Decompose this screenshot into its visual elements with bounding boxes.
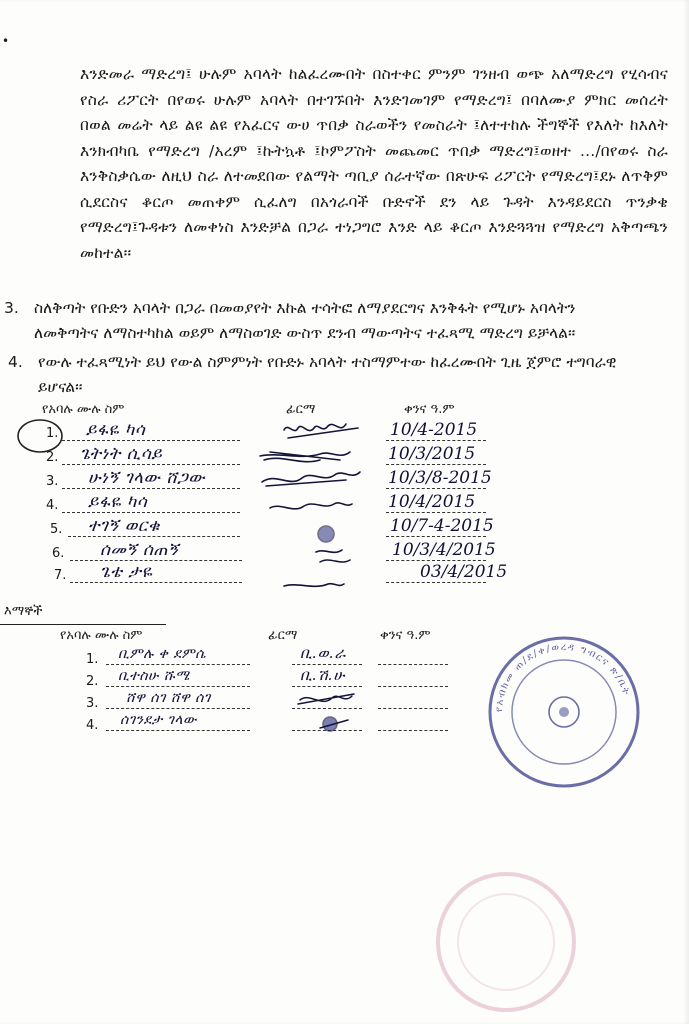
date-column-header: ቀንና ዓ.ም (404, 402, 455, 417)
name-line (106, 664, 250, 665)
member-date: 10/4/2015 (388, 492, 476, 512)
date-line (386, 536, 486, 537)
witness-name: ሸዋ ሰገ ሸዋ ሰገ (126, 690, 211, 706)
member-name: ጌትነት ሲሳይ (80, 444, 163, 464)
date-line (386, 512, 486, 513)
margin-mark: • (2, 34, 10, 48)
row-number: 7. (54, 568, 67, 583)
name-column-header: የአባሉ ሙሉ ስም (42, 402, 125, 417)
member-name: ይፋዬ ካሳ (86, 420, 146, 440)
name-line (62, 488, 240, 489)
row-number: 3. (86, 696, 99, 711)
name-line (70, 560, 242, 561)
row-number: 4. (86, 718, 99, 733)
name-column-header: የአባሉ ሙሉ ስም (60, 628, 143, 643)
name-line (62, 440, 240, 441)
row-number: 2. (86, 674, 99, 689)
member-date: 10/4-2015 (390, 420, 478, 440)
date-line (386, 464, 486, 465)
signature-line (292, 664, 362, 665)
agreement-paragraph: እንድመራ ማድረግ፤ ሁሉም አባላት ከልፈረሙበት በስተቀር ምንም ገንዘብ ወጭ አለማድረግ የሂሳብና የስራ ሪፖርት በየወሩ ሁሉም አባላት በተገኙበት እንድገመገም የማድረግ፤ በባለሙያ ምክር መሰረት በወል መሬት ላይ ልዩ ልዩ የአፈርና ውሀ ጥበቃ ስራወችን የመስራት ፤ለተተከሉ ችግኞች የእለት ከእለት እንክብካቤ የማድረግ /አረም ፤ኩትኳቶ ፤ኮምፖስት መጨመር ጥበቃ ማድረግ፤ወዘተ .../በየወሩ ስራ እንቅስቃሴው ለዚህ ስራ ለተመደበው የልማት ጣቢያ ሰራተኛው በጽሁፍ ሪፖርት የማድረግ፤ደኑ ለጥቅም ሲደርስና ቆርጦ መጠቀም ሲፈለግ በአጎራባች ቡድኖች ደን ላይ ጉዳት እንዳይደርስ ጥንቃቄ የማድረግ፤ጉዳቱን ለመቀነስ እንድቻል በጋራ ተነጋግሮ እንድ ላይ ቆርጦ እንድጓጓዝ የማድረግ አቅጣጫን መከተል፡፡ (80, 65, 668, 262)
official-stamp (484, 632, 644, 792)
date-column-header: ቀንና ዓ.ም (380, 628, 431, 643)
date-line (386, 582, 486, 583)
clause-number: 3. (4, 299, 19, 317)
date-line (378, 664, 448, 665)
clause-line: ስለቅጣት የቡድን አባላት በጋራ በመወያየት እኩል ተሳትፎ ለማያደርግና እንቅፋት የሚሆኑ አባላትን (34, 299, 576, 317)
name-line (62, 464, 240, 465)
faded-stamp (420, 862, 600, 1022)
members-table (0, 396, 689, 586)
member-date: 10/3/8-2015 (388, 468, 492, 488)
clause-number: 4. (8, 353, 23, 371)
signature-line (292, 686, 362, 687)
row-number: 6. (52, 546, 65, 561)
name-line (106, 730, 250, 731)
name-line (106, 686, 250, 687)
clause-4 (8, 350, 688, 400)
witness-signature: ቢ.ሽ.ሁ (300, 666, 346, 684)
clause-3 (4, 296, 684, 346)
row-number: 5. (50, 522, 63, 537)
name-line (70, 582, 242, 583)
witness-signature-scribbles (290, 688, 380, 748)
svg-text:የአብክመ ጠ/ደ/ቀ/ወረዳ ግብርና ጽ/ቤት (494, 642, 632, 712)
clause-line: የውሉ ተፈጻሚነት ይህ የውል ስምምነት የቡድኑ አባላት ተስማምተው ከፈረሙበት ጊዜ ጀምሮ ተግባራዊ (38, 353, 617, 371)
member-date: 10/7-4-2015 (390, 516, 494, 536)
witness-name: ሰገንደታ ገላው (120, 712, 197, 728)
name-line (106, 708, 250, 709)
date-line (386, 440, 486, 441)
row-number: 3. (46, 474, 59, 489)
member-date: 03/4/2015 (420, 562, 508, 582)
witnesses-title: እማኞች (4, 604, 43, 619)
member-name: ይፋዬ ካሳ (88, 492, 148, 512)
signature-column-header: ፊርማ (286, 402, 316, 417)
witness-name: ቢምሉ ቀ ደምሴ (118, 646, 207, 662)
signature-scribbles (250, 416, 380, 606)
name-line (68, 536, 240, 537)
member-name: ሰመኝ ሰጠኝ (100, 540, 179, 560)
member-name: ጌቴ ታዬ (100, 562, 153, 582)
member-name: ሁነኝ ገላው ሸጋው (88, 468, 206, 488)
date-line (378, 686, 448, 687)
name-line (62, 512, 240, 513)
member-date: 10/3/2015 (388, 444, 476, 464)
date-line (386, 560, 486, 561)
row-number: 2. (46, 450, 59, 465)
clause-line: ይሆናል፡፡ (38, 378, 83, 396)
row-number: 4. (46, 498, 59, 513)
witness-signature: ቢ.ወ.ራ (300, 644, 346, 662)
date-line (378, 708, 448, 709)
date-line (386, 488, 486, 489)
stamp-text: የአብክመ ጠ/ደ/ቀ/ወረዳ ግብርና ጽ/ቤት (493, 641, 632, 713)
row-number: 1. (46, 426, 59, 441)
member-name: ተገኝ ወርቁ (88, 516, 160, 536)
signature-column-header: ፊርማ (268, 628, 298, 643)
date-line (378, 730, 448, 731)
witness-name: ቢተስሁ ሹሜ (118, 668, 190, 684)
row-number: 1. (86, 652, 99, 667)
member-date: 10/3/4/2015 (392, 540, 496, 560)
clause-line: ለመቅጣትና ለማስተካከል ወይም ለማስወገድ ውስጥ ደንብ ማውጣትና ተፈጻሚ ማድረግ ይቻላል፡፡ (34, 324, 576, 342)
